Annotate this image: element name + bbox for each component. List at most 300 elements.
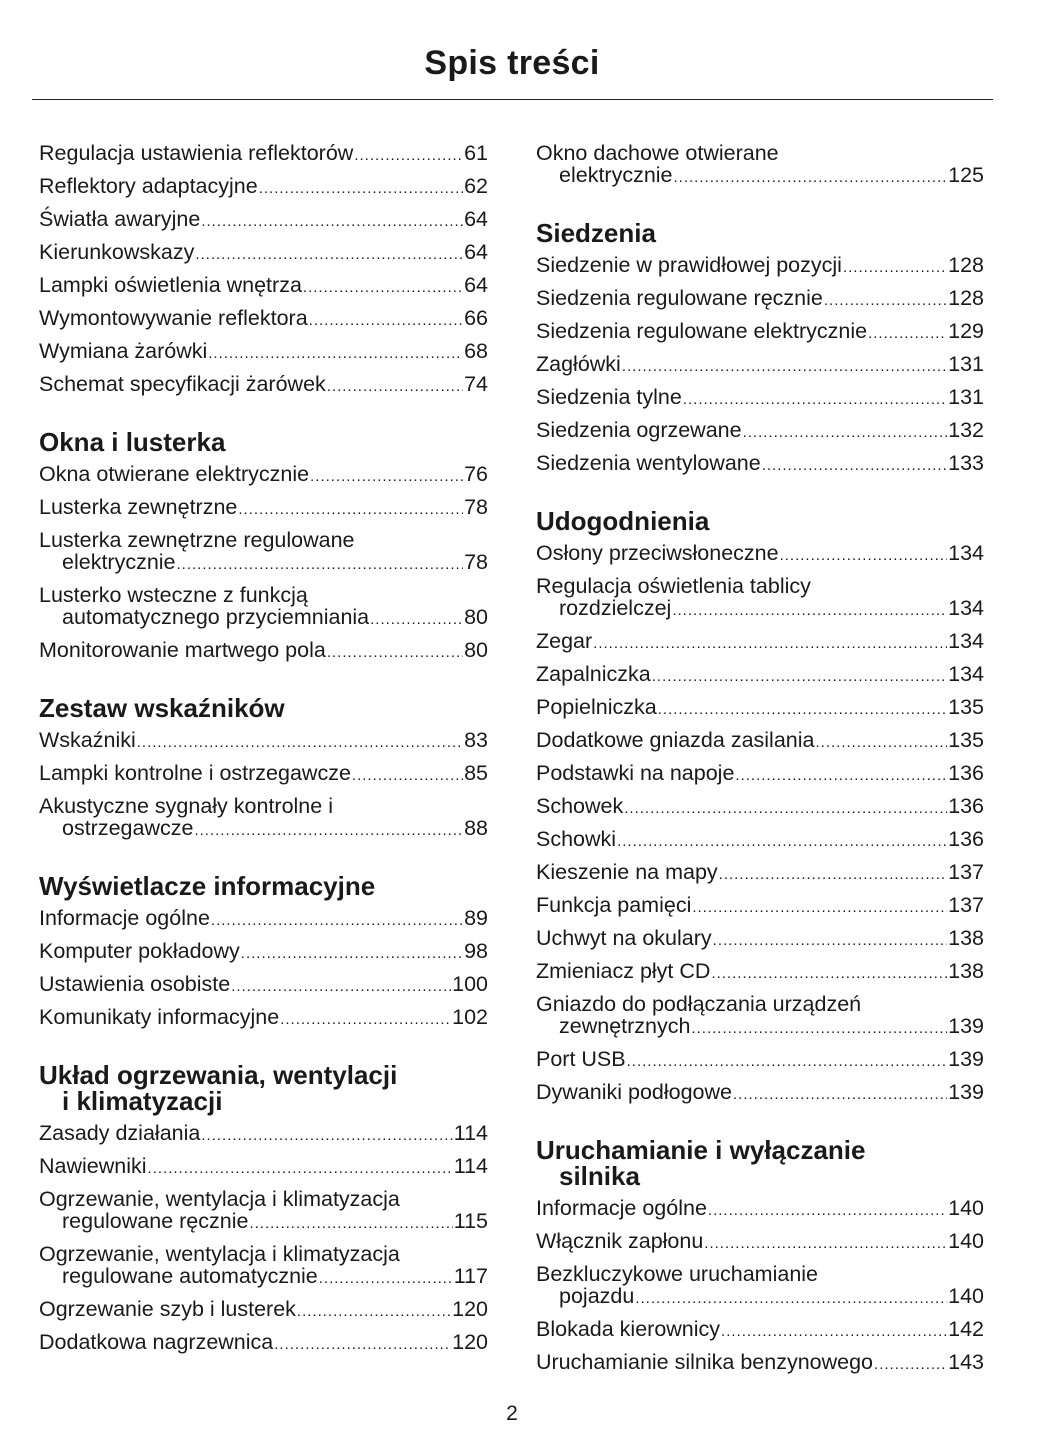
dot-leader xyxy=(762,455,947,477)
toc-entry-list xyxy=(39,463,488,664)
toc-entry-page-number: 88 xyxy=(464,816,488,840)
toc-entry-title: Komunikaty informacyjne xyxy=(39,1005,280,1029)
page-number: 2 xyxy=(506,1402,518,1425)
toc-entry-title: Kieszenie na mapy xyxy=(536,860,718,884)
dot-leader xyxy=(868,323,947,345)
toc-entry-row xyxy=(536,729,984,754)
toc-entry-title: Funkcja pamięci xyxy=(536,893,692,917)
dot-leader xyxy=(303,277,463,299)
toc-entry-row xyxy=(536,1197,984,1222)
toc-entry[interactable] xyxy=(39,1331,488,1356)
toc-entry-title: Siedzenie w prawidłowej pozycji xyxy=(536,253,842,277)
toc-right-column xyxy=(536,142,984,1401)
toc-entry-title: Popielniczka xyxy=(536,695,657,719)
toc-entry-page-number: 98 xyxy=(464,939,488,963)
toc-entry-title: Port USB xyxy=(536,1047,626,1071)
toc-entry-row xyxy=(536,320,984,345)
toc-entry-title: Siedzenia regulowane ręcznie xyxy=(536,286,823,310)
toc-section-uklad xyxy=(39,1056,488,1356)
toc-entry-page-number: 136 xyxy=(948,761,984,785)
toc-entry-title: Osłony przeciwsłoneczne xyxy=(536,541,779,565)
toc-entry-title: automatycznego przyciemniania xyxy=(62,605,370,629)
toc-entry[interactable] xyxy=(39,1243,488,1290)
section-heading: Wyświetlacze informacyjne xyxy=(39,871,376,901)
dot-leader xyxy=(672,600,947,622)
toc-entry-title: Dodatkowe gniazda zasilania xyxy=(536,728,815,752)
dot-leader xyxy=(249,1213,452,1235)
toc-entry-page-number: 64 xyxy=(464,240,488,264)
section-heading-line1: Uruchamianie i wyłączanie xyxy=(536,1135,866,1165)
toc-entry[interactable] xyxy=(536,993,984,1040)
title-divider xyxy=(32,99,993,100)
toc-entry-page-number: 131 xyxy=(948,385,984,409)
toc-entry-page-number: 133 xyxy=(948,451,984,475)
dot-leader xyxy=(733,1084,947,1106)
toc-entry-row xyxy=(39,1122,488,1147)
toc-entry-page-number: 61 xyxy=(464,141,488,165)
toc-entry-page-number: 125 xyxy=(948,163,984,187)
toc-entry[interactable] xyxy=(39,1298,488,1323)
toc-entry-title: Siedzenia regulowane elektrycznie xyxy=(536,319,868,343)
toc-entry[interactable] xyxy=(39,940,488,965)
toc-entry-title: Kierunkowskazy xyxy=(39,240,195,264)
toc-entry-row xyxy=(39,606,488,631)
toc-entry-row xyxy=(536,762,984,787)
dot-leader xyxy=(624,798,947,820)
toc-entry-title: Schemat specyfikacji żarówek xyxy=(39,372,326,396)
toc-entry-page-number: 140 xyxy=(948,1284,984,1308)
toc-section-lights xyxy=(39,142,488,398)
section-heading: Zestaw wskaźników xyxy=(39,693,285,723)
dot-leader xyxy=(635,1288,947,1310)
toc-entry-page-number: 62 xyxy=(464,174,488,198)
toc-entry-row xyxy=(39,307,488,332)
toc-entry[interactable] xyxy=(536,142,984,189)
section-heading: Okna i lusterka xyxy=(39,427,226,457)
toc-entry-row xyxy=(536,452,984,477)
toc-entry-row xyxy=(536,1318,984,1343)
toc-entry[interactable] xyxy=(536,1081,984,1106)
toc-entry-title-line1: Ogrzewanie, wentylacja i klimatyzacja xyxy=(39,1187,400,1211)
dot-leader xyxy=(327,376,463,398)
toc-entry[interactable] xyxy=(536,320,984,345)
dot-leader xyxy=(593,633,947,655)
dot-leader xyxy=(137,732,463,754)
toc-entry-row xyxy=(39,973,488,998)
toc-entry[interactable] xyxy=(39,175,488,200)
toc-entry-row xyxy=(39,762,488,787)
dot-leader xyxy=(211,910,463,932)
dot-leader xyxy=(280,1009,451,1031)
toc-entry-row xyxy=(39,729,488,754)
toc-entry-page-number: 136 xyxy=(948,827,984,851)
toc-entry-row xyxy=(536,1081,984,1106)
toc-entry[interactable] xyxy=(536,254,984,279)
toc-section-uruchamianie xyxy=(536,1131,984,1376)
toc-entry[interactable] xyxy=(536,575,984,622)
toc-entry-page-number: 128 xyxy=(948,253,984,277)
toc-entry-title: Zmieniacz płyt CD xyxy=(536,959,711,983)
dot-leader xyxy=(713,930,947,952)
dot-leader xyxy=(309,310,463,332)
toc-entry-page-number: 120 xyxy=(452,1330,488,1354)
toc-entry-title: regulowane automatycznie xyxy=(62,1264,318,1288)
toc-entry[interactable] xyxy=(39,762,488,787)
toc-entry-title: Siedzenia wentylowane xyxy=(536,451,761,475)
toc-entry-page-number: 117 xyxy=(453,1264,488,1288)
toc-entry-title: Wymiana żarówki xyxy=(39,339,208,363)
toc-entry-page-number: 139 xyxy=(948,1014,984,1038)
toc-entry-row xyxy=(536,960,984,985)
dot-leader xyxy=(238,499,463,521)
toc-entry-title-line1: Gniazdo do podłączania urządzeń xyxy=(536,992,862,1016)
page-title: Spis treści xyxy=(424,44,600,82)
dot-leader xyxy=(177,554,464,576)
toc-entry-row xyxy=(39,1006,488,1031)
toc-entry-title: Komputer pokładowy xyxy=(39,939,240,963)
section-heading-line1: Układ ogrzewania, wentylacji xyxy=(39,1060,398,1090)
toc-entry-page-number: 134 xyxy=(948,662,984,686)
toc-entry-page-number: 114 xyxy=(453,1154,488,1178)
toc-entry-list xyxy=(39,907,488,1031)
toc-entry-title: Zapalniczka xyxy=(536,662,651,686)
dot-leader xyxy=(231,976,451,998)
toc-entry-title: Uruchamianie silnika benzynowego xyxy=(536,1350,874,1374)
toc-entry[interactable] xyxy=(39,274,488,299)
toc-entry-row xyxy=(39,274,488,299)
section-heading-line2: i klimatyzacji xyxy=(62,1086,223,1116)
toc-entry-page-number: 76 xyxy=(464,462,488,486)
toc-entry-row xyxy=(39,817,488,842)
toc-entry-row xyxy=(39,241,488,266)
toc-entry-title: Regulacja ustawienia reflektorów xyxy=(39,141,354,165)
toc-entry[interactable] xyxy=(39,795,488,842)
toc-entry[interactable] xyxy=(536,630,984,655)
toc-entry[interactable] xyxy=(536,729,984,754)
toc-entry-list xyxy=(39,729,488,842)
toc-section-udogodnienia xyxy=(536,502,984,1106)
toc-entry[interactable] xyxy=(39,729,488,754)
dot-leader xyxy=(208,343,463,365)
dot-leader xyxy=(370,609,463,631)
toc-entry-row xyxy=(39,463,488,488)
toc-entry[interactable] xyxy=(39,1122,488,1147)
toc-entry-title: Dywaniki podłogowe xyxy=(536,1080,732,1104)
toc-entry-row xyxy=(39,142,488,167)
toc-entry-row xyxy=(536,1015,984,1040)
toc-entry-title-line1: Ogrzewanie, wentylacja i klimatyzacja xyxy=(39,1242,400,1266)
toc-entry-title: Blokada kierownicy xyxy=(536,1317,721,1341)
dot-leader xyxy=(780,545,948,567)
toc-entry[interactable] xyxy=(536,960,984,985)
toc-section-zestaw xyxy=(39,689,488,842)
toc-entry-page-number: 85 xyxy=(464,761,488,785)
dot-leader xyxy=(148,1158,453,1180)
toc-entry-page-number: 64 xyxy=(464,273,488,297)
toc-entry[interactable] xyxy=(536,1318,984,1343)
toc-entry-title: Wymontowywanie reflektora xyxy=(39,306,308,330)
toc-entry-title-line1: Regulacja oświetlenia tablicy xyxy=(536,574,811,598)
toc-entry[interactable] xyxy=(536,828,984,853)
dot-leader xyxy=(297,1301,451,1323)
toc-entry-title: Schowki xyxy=(536,827,617,851)
toc-entry-row xyxy=(536,1285,984,1310)
dot-leader xyxy=(658,699,947,721)
toc-entry-title: Informacje ogólne xyxy=(536,1196,707,1220)
toc-entry[interactable] xyxy=(536,1197,984,1222)
toc-entry[interactable] xyxy=(39,208,488,233)
toc-left-column xyxy=(39,142,488,1381)
toc-entry-page-number: 78 xyxy=(464,495,488,519)
toc-entry-title: Podstawki na napoje xyxy=(536,761,735,785)
toc-entry-row xyxy=(39,1298,488,1323)
toc-entry-page-number: 128 xyxy=(948,286,984,310)
toc-entry[interactable] xyxy=(39,639,488,664)
toc-entry[interactable] xyxy=(536,696,984,721)
toc-entry-page-number: 139 xyxy=(948,1047,984,1071)
toc-entry-title: Lampki kontrolne i ostrzegawcze xyxy=(39,761,351,785)
toc-entry-row xyxy=(536,795,984,820)
toc-entry[interactable] xyxy=(536,353,984,378)
toc-entry[interactable] xyxy=(536,762,984,787)
toc-entry-page-number: 120 xyxy=(452,1297,488,1321)
toc-entry-row xyxy=(39,175,488,200)
toc-entry-row xyxy=(536,386,984,411)
toc-entry-page-number: 140 xyxy=(948,1196,984,1220)
dot-leader xyxy=(352,765,463,787)
toc-entry[interactable] xyxy=(39,1188,488,1235)
toc-entry-row xyxy=(39,1331,488,1356)
dot-leader xyxy=(843,257,947,279)
toc-entry-page-number: 83 xyxy=(464,728,488,752)
toc-entry-page-number: 137 xyxy=(948,893,984,917)
toc-entry-page-number: 132 xyxy=(948,418,984,442)
toc-entry[interactable] xyxy=(536,452,984,477)
toc-entry-row xyxy=(536,696,984,721)
toc-entry-row xyxy=(39,373,488,398)
toc-entry[interactable] xyxy=(536,287,984,312)
toc-entry-title: zewnętrznych xyxy=(559,1014,691,1038)
toc-entry[interactable] xyxy=(39,1155,488,1180)
dot-leader xyxy=(735,765,947,787)
toc-entry-title: pojazdu xyxy=(559,1284,635,1308)
toc-entry-row xyxy=(39,1210,488,1235)
toc-entry-page-number: 74 xyxy=(464,372,488,396)
toc-entry-row xyxy=(536,663,984,688)
toc-entry-page-number: 80 xyxy=(464,638,488,662)
toc-entry-title: Monitorowanie martwego pola xyxy=(39,638,326,662)
toc-entry-title: rozdzielczej xyxy=(559,596,672,620)
toc-entry-row xyxy=(536,927,984,952)
toc-entry-row xyxy=(39,940,488,965)
dot-leader xyxy=(674,167,948,189)
toc-entry-title: Zasady działania xyxy=(39,1121,201,1145)
toc-section-siedzenia xyxy=(536,214,984,477)
toc-entry-page-number: 138 xyxy=(948,959,984,983)
toc-entry-page-number: 115 xyxy=(453,1209,488,1233)
toc-entry-title: Ogrzewanie szyb i lusterek xyxy=(39,1297,296,1321)
dot-leader xyxy=(201,1125,452,1147)
dot-leader xyxy=(622,356,947,378)
toc-entry-row xyxy=(536,861,984,886)
toc-entry-page-number: 136 xyxy=(948,794,984,818)
toc-entry[interactable] xyxy=(39,907,488,932)
toc-entry-title-line1: Akustyczne sygnały kontrolne i xyxy=(39,794,333,818)
dot-leader xyxy=(241,943,463,965)
toc-entry[interactable] xyxy=(536,386,984,411)
toc-entry-title: ostrzegawcze xyxy=(62,816,194,840)
toc-entry[interactable] xyxy=(536,927,984,952)
toc-entry-page-number: 129 xyxy=(948,319,984,343)
toc-entry[interactable] xyxy=(536,1351,984,1376)
dot-leader xyxy=(274,1334,451,1356)
dot-leader xyxy=(815,732,947,754)
toc-entry-row xyxy=(39,907,488,932)
toc-entry-title: Okna otwierane elektrycznie xyxy=(39,462,310,486)
toc-entry-page-number: 138 xyxy=(948,926,984,950)
toc-entry-page-number: 142 xyxy=(948,1317,984,1341)
toc-entry-title-line1: Lusterka zewnętrzne regulowane xyxy=(39,528,355,552)
toc-entry[interactable] xyxy=(39,340,488,365)
toc-entry[interactable] xyxy=(536,795,984,820)
toc-entry-title: Informacje ogólne xyxy=(39,906,210,930)
toc-section-okna xyxy=(39,423,488,664)
toc-entry-title: Lusterka zewnętrzne xyxy=(39,495,238,519)
toc-entry-title: Schowek xyxy=(536,794,624,818)
toc-entry-page-number: 68 xyxy=(464,339,488,363)
toc-entry-page-number: 131 xyxy=(948,352,984,376)
toc-entry[interactable] xyxy=(536,542,984,567)
section-heading: Udogodnienia xyxy=(536,506,710,536)
toc-entry[interactable] xyxy=(39,241,488,266)
toc-entry-title: Lampki oświetlenia wnętrza xyxy=(39,273,302,297)
toc-entry-row xyxy=(536,828,984,853)
dot-leader xyxy=(683,389,947,411)
toc-entry-title: elektrycznie xyxy=(559,163,673,187)
dot-leader xyxy=(617,831,947,853)
toc-entry-title: Dodatkowa nagrzewnica xyxy=(39,1330,274,1354)
toc-section-wyswietlacze xyxy=(39,867,488,1031)
toc-entry-row xyxy=(39,340,488,365)
dot-leader xyxy=(874,1354,947,1376)
toc-entry-title: regulowane ręcznie xyxy=(62,1209,249,1233)
toc-entry-page-number: 140 xyxy=(948,1229,984,1253)
toc-entry-title: Zegar xyxy=(536,629,593,653)
toc-entry-page-number: 102 xyxy=(452,1005,488,1029)
dot-leader xyxy=(691,1018,947,1040)
toc-entry[interactable] xyxy=(39,1006,488,1031)
toc-entry-title: elektrycznie xyxy=(62,550,176,574)
toc-entry-title-line1: Okno dachowe otwierane xyxy=(536,141,779,165)
toc-entry-row xyxy=(536,597,984,622)
toc-entry-title: Ustawienia osobiste xyxy=(39,972,231,996)
toc-entry-title-line1: Bezkluczykowe uruchamianie xyxy=(536,1262,819,1286)
toc-entry[interactable] xyxy=(536,419,984,444)
toc-entry-list xyxy=(536,254,984,477)
toc-entry-page-number: 134 xyxy=(948,596,984,620)
toc-entry[interactable] xyxy=(536,861,984,886)
toc-entry-row xyxy=(536,164,984,189)
dot-leader xyxy=(721,1321,947,1343)
dot-leader xyxy=(824,290,947,312)
toc-entry[interactable] xyxy=(536,1230,984,1255)
toc-entry-page-number: 134 xyxy=(948,629,984,653)
toc-entry-row xyxy=(39,639,488,664)
toc-entry-title: Włącznik zapłonu xyxy=(536,1229,704,1253)
toc-entry-page-number: 135 xyxy=(948,695,984,719)
toc-entry-title: Uchwyt na okulary xyxy=(536,926,712,950)
toc-entry-page-number: 64 xyxy=(464,207,488,231)
toc-entry-row xyxy=(536,894,984,919)
toc-entry-row xyxy=(39,551,488,576)
toc-entry[interactable] xyxy=(39,584,488,631)
dot-leader xyxy=(743,422,948,444)
toc-entry-page-number: 114 xyxy=(453,1121,488,1145)
toc-entry-row xyxy=(536,1048,984,1073)
toc-entry-page-number: 137 xyxy=(948,860,984,884)
toc-entry-title: Nawiewniki xyxy=(39,1154,147,1178)
toc-entry[interactable] xyxy=(536,894,984,919)
toc-entry[interactable] xyxy=(536,663,984,688)
toc-entry-row xyxy=(536,1230,984,1255)
section-heading xyxy=(536,1131,984,1189)
toc-entry-title: Zagłówki xyxy=(536,352,621,376)
toc-entry-page-number: 66 xyxy=(464,306,488,330)
toc-entry-page-number: 100 xyxy=(452,972,488,996)
toc-entry-page-number: 78 xyxy=(464,550,488,574)
toc-entry-title: Reflektory adaptacyjne xyxy=(39,174,258,198)
section-heading xyxy=(39,1056,488,1114)
dot-leader xyxy=(711,963,947,985)
dot-leader xyxy=(195,244,463,266)
dot-leader xyxy=(719,864,947,886)
dot-leader xyxy=(327,642,463,664)
dot-leader xyxy=(259,178,463,200)
dot-leader xyxy=(704,1233,947,1255)
dot-leader xyxy=(708,1200,947,1222)
toc-entry-page-number: 80 xyxy=(464,605,488,629)
toc-entry[interactable] xyxy=(536,1048,984,1073)
section-heading-line2: silnika xyxy=(559,1161,640,1191)
toc-entry-title: Siedzenia tylne xyxy=(536,385,682,409)
toc-entry-title: Siedzenia ogrzewane xyxy=(536,418,742,442)
toc-entry-row xyxy=(39,208,488,233)
dot-leader xyxy=(194,820,463,842)
toc-entry[interactable] xyxy=(39,307,488,332)
toc-entry-row xyxy=(536,254,984,279)
toc-entry-list xyxy=(536,1197,984,1376)
toc-entry[interactable] xyxy=(39,973,488,998)
toc-entry-page-number: 134 xyxy=(948,541,984,565)
toc-entry-title: Wskaźniki xyxy=(39,728,136,752)
toc-entry-list xyxy=(39,1122,488,1356)
dot-leader xyxy=(692,897,947,919)
toc-section-okno-dachowe xyxy=(536,142,984,189)
toc-entry[interactable] xyxy=(536,1263,984,1310)
dot-leader xyxy=(201,211,463,233)
toc-entry[interactable] xyxy=(39,496,488,521)
toc-entry-row xyxy=(536,542,984,567)
dot-leader xyxy=(310,466,463,488)
toc-entry-row xyxy=(536,419,984,444)
dot-leader xyxy=(319,1268,453,1290)
dot-leader xyxy=(354,145,463,167)
toc-entry[interactable] xyxy=(39,529,488,576)
dot-leader xyxy=(652,666,947,688)
toc-entry[interactable] xyxy=(39,373,488,398)
toc-entry[interactable] xyxy=(39,463,488,488)
toc-entry[interactable] xyxy=(39,142,488,167)
